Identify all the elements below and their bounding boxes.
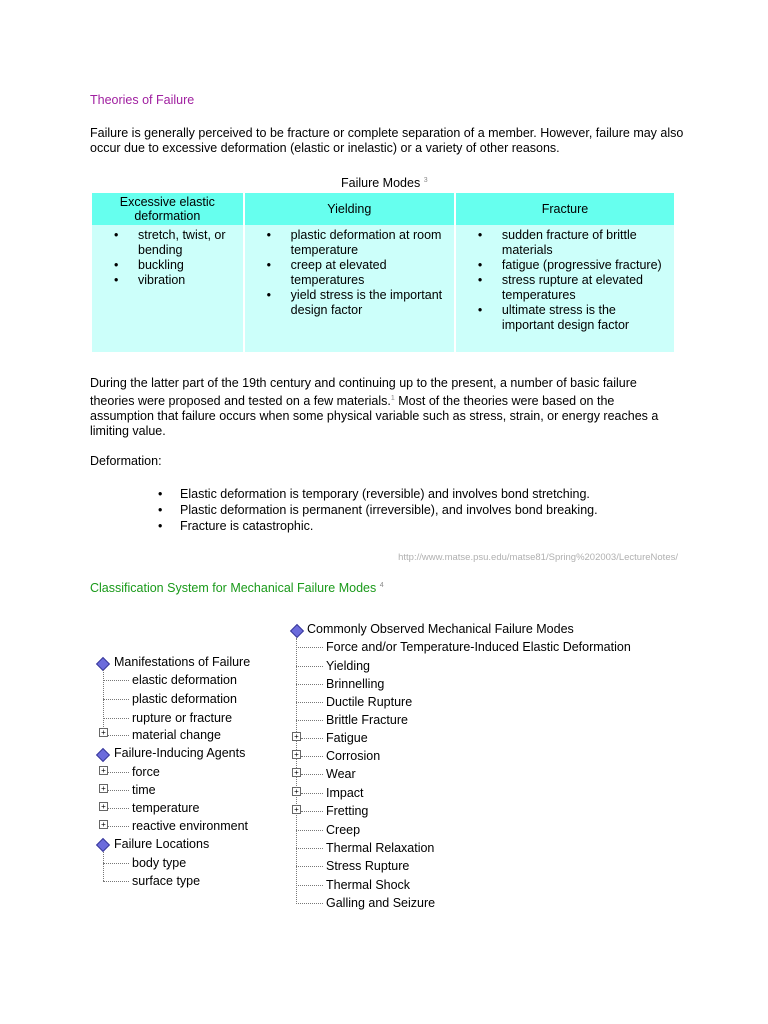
mode-list — [460, 228, 670, 333]
tree-connector — [103, 699, 129, 700]
list-item: • Plastic deformation is permanent (irreversible), and involves bond breaking. — [158, 502, 598, 518]
tree-group-label[interactable]: Failure Locations — [114, 837, 210, 851]
tree-item[interactable]: surface type — [132, 874, 201, 888]
tree-item[interactable]: Creep — [326, 823, 361, 837]
failure-modes-ref: 3 — [423, 176, 428, 184]
column-header: Fracture — [456, 193, 674, 225]
tree-connector — [103, 881, 129, 882]
tree-item[interactable]: time — [132, 783, 156, 797]
table-cell — [456, 225, 674, 352]
tree-connector — [108, 772, 129, 773]
tree-connector — [103, 852, 104, 881]
tree-item[interactable]: Ductile Rupture — [326, 695, 413, 709]
column-header: Yielding — [245, 193, 454, 225]
tree-item[interactable]: plastic deformation — [132, 692, 237, 706]
diamond-icon — [96, 657, 110, 671]
tree-item[interactable]: Wear — [326, 767, 356, 781]
tree-item[interactable]: force — [132, 765, 160, 779]
tree-item[interactable]: elastic deformation — [132, 673, 237, 687]
tree-group-label[interactable]: Manifestations of Failure — [114, 655, 251, 669]
list-item: • yield stress is the important design factor — [291, 288, 450, 318]
history-ref: 1 — [390, 395, 395, 402]
list-item: • creep at elevated temperatures — [291, 258, 450, 288]
tree-connector — [103, 680, 129, 681]
tree-item[interactable]: rupture or fracture — [132, 711, 233, 725]
tree-connector — [296, 903, 323, 904]
tree-connector — [296, 885, 323, 886]
classification-ref: 4 — [379, 581, 384, 589]
tree-connector — [296, 647, 323, 648]
expand-icon[interactable]: + — [292, 750, 301, 759]
expand-icon[interactable]: + — [292, 805, 301, 814]
table-cell — [245, 225, 454, 352]
expand-icon[interactable]: + — [99, 820, 108, 829]
page-title: Theories of Failure — [90, 93, 195, 107]
classification-title — [90, 581, 384, 595]
tree-connector — [108, 826, 129, 827]
tree-group-label[interactable]: Failure-Inducing Agents — [114, 746, 246, 760]
failure-modes-table — [90, 193, 676, 352]
tree-item[interactable]: material change — [132, 728, 221, 742]
list-item: • sudden fracture of brittle materials — [502, 228, 670, 258]
mode-list — [96, 228, 239, 288]
failure-modes-caption-text: Failure Modes — [341, 176, 421, 190]
tree-item[interactable]: Stress Rupture — [326, 859, 410, 873]
tree-item[interactable]: temperature — [132, 801, 200, 815]
list-item: • Elastic deformation is temporary (reversible) and involves bond stretching. — [158, 486, 598, 502]
list-item: • stress rupture at elevated temperatures — [502, 273, 670, 303]
tree-item[interactable]: Fretting — [326, 804, 369, 818]
expand-icon[interactable]: + — [292, 787, 301, 796]
history-paragraph — [90, 376, 680, 439]
tree-connector — [108, 790, 129, 791]
list-item: • ultimate stress is the important design factor — [502, 303, 670, 333]
expand-icon[interactable]: + — [99, 784, 108, 793]
tree-item[interactable]: Thermal Relaxation — [326, 841, 435, 855]
list-item: • buckling — [138, 258, 239, 273]
tree-item[interactable]: Corrosion — [326, 749, 381, 763]
diamond-icon — [290, 624, 304, 638]
list-item: • stretch, twist, or bending — [138, 228, 239, 258]
tree-connector — [296, 830, 323, 831]
tree-connector — [301, 774, 323, 775]
tree-connector — [108, 735, 129, 736]
tree-item[interactable]: reactive environment — [132, 819, 249, 833]
mode-list — [249, 228, 450, 318]
tree-item[interactable]: Thermal Shock — [326, 878, 411, 892]
expand-icon[interactable]: + — [99, 802, 108, 811]
list-item: • Fracture is catastrophic. — [158, 518, 598, 534]
tree-connector — [296, 684, 323, 685]
history-text: During the latter part of the 19th century and continuing up to the present, a number of basic failure theories were proposed and tested on a few materials. — [90, 376, 637, 409]
list-item: • vibration — [138, 273, 239, 288]
column-header: Excessive elastic deformation — [92, 193, 243, 225]
tree-connector — [301, 738, 323, 739]
tree-connector — [296, 848, 323, 849]
expand-icon[interactable]: + — [292, 768, 301, 777]
tree-connector — [296, 666, 323, 667]
list-item: • plastic deformation at room temperature — [291, 228, 450, 258]
table-cell — [92, 225, 243, 352]
tree-connector — [296, 702, 323, 703]
tree-item[interactable]: Fatigue — [326, 731, 368, 745]
deformation-list — [158, 486, 598, 534]
tree-item[interactable]: Brinnelling — [326, 677, 385, 691]
diamond-icon — [96, 838, 110, 852]
tree-item[interactable]: Impact — [326, 786, 364, 800]
diamond-icon — [96, 748, 110, 762]
tree-connector — [301, 756, 323, 757]
tree-group-label[interactable]: Commonly Observed Mechanical Failure Modes — [307, 622, 574, 636]
tree-connector — [103, 718, 129, 719]
intro-paragraph: Failure is generally perceived to be fracture or complete separation of a member. However, failure may also occur due to excessive deformation (elastic or inelastic) or a variety of other reasons. — [90, 126, 684, 155]
source-link[interactable]: http://www.matse.psu.edu/matse81/Spring%202003/LectureNotes/ — [398, 552, 678, 563]
expand-icon[interactable]: + — [99, 766, 108, 775]
tree-item[interactable]: Force and/or Temperature-Induced Elastic Deformation — [326, 640, 631, 654]
list-item: • fatigue (progressive fracture) — [502, 258, 670, 273]
tree-item[interactable]: Brittle Fracture — [326, 713, 408, 727]
tree-connector — [296, 720, 323, 721]
tree-connector — [108, 808, 129, 809]
tree-item[interactable]: body type — [132, 856, 187, 870]
tree-item[interactable]: Yielding — [326, 659, 371, 673]
tree-connector — [296, 866, 323, 867]
deformation-label: Deformation: — [90, 454, 162, 468]
tree-connector — [301, 793, 323, 794]
tree-connector — [103, 863, 129, 864]
failure-modes-caption — [341, 176, 428, 190]
tree-item[interactable]: Galling and Seizure — [326, 896, 436, 910]
expand-icon[interactable]: + — [99, 728, 108, 737]
expand-icon[interactable]: + — [292, 732, 301, 741]
classification-title-text: Classification System for Mechanical Failure Modes — [90, 581, 377, 595]
tree-connector — [301, 811, 323, 812]
history-text-2: Most of the theories were based on the assumption that failure occurs when some physical variable such as stress, strain, or energy reaches a limiting value. — [90, 394, 659, 439]
